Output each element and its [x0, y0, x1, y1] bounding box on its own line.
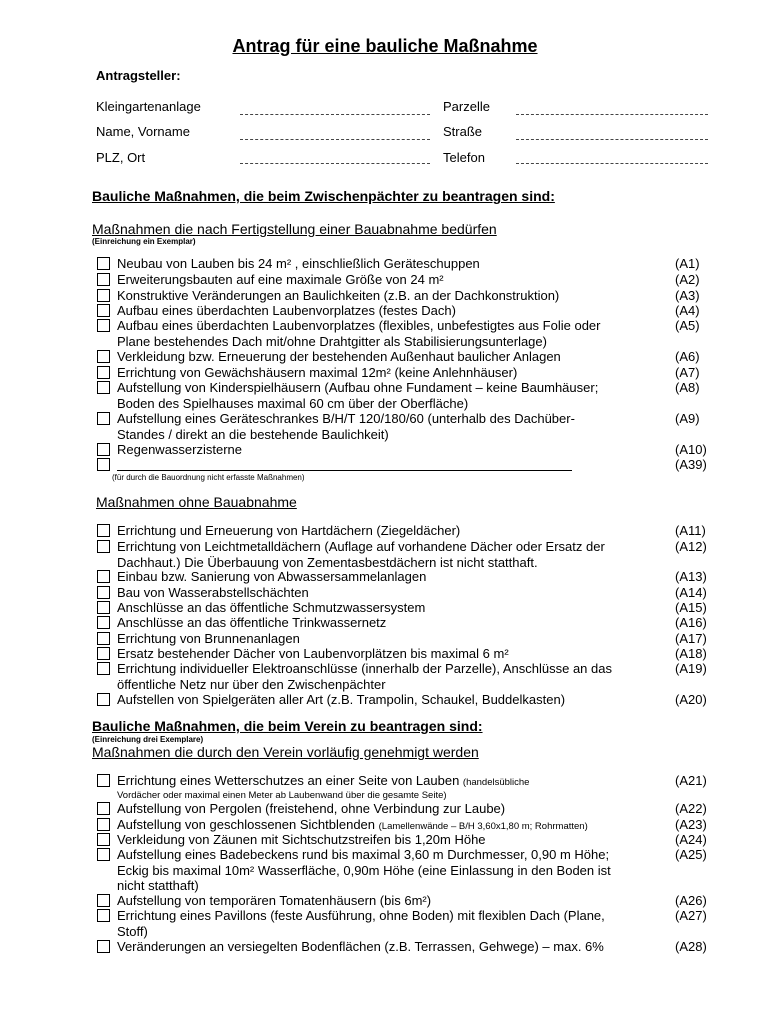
- checkbox-a16[interactable]: [97, 616, 110, 629]
- groupA-heading: Maßnahmen die nach Fertigstellung einer Bauabnahme bedürfen: [92, 221, 497, 237]
- code-a11: (A11): [675, 523, 706, 538]
- field-label-parzelle: Parzelle: [443, 99, 490, 114]
- code-a39: (A39): [675, 457, 707, 472]
- checkbox-a15[interactable]: [97, 601, 110, 614]
- field-label-plz-ort: PLZ, Ort: [96, 150, 146, 165]
- checkbox-a3[interactable]: [97, 289, 110, 302]
- item-a23-small: (Lamellenwände – B/H 3,60x1,80 m; Rohrmatten): [378, 821, 588, 832]
- code-a14: (A14): [675, 585, 707, 600]
- checkbox-a14[interactable]: [97, 586, 110, 599]
- checkbox-a7[interactable]: [97, 366, 110, 379]
- checkbox-a4[interactable]: [97, 304, 110, 317]
- item-a5-line2: Plane bestehendes Dach mit/ohne Drahtgitter als Stabilisierungsunterlage): [117, 333, 547, 349]
- blank-measure-line[interactable]: [117, 470, 572, 471]
- item-a25-line3: nicht statthaft): [117, 878, 199, 893]
- item-a8-line2: Boden des Spielhauses maximal 60 cm über der Oberfläche): [117, 395, 469, 411]
- code-a25: (A25): [675, 847, 707, 862]
- item-a15-line1: Anschlüsse an das öffentliche Schmutzwassersystem: [117, 600, 426, 615]
- code-a5: (A5): [675, 318, 700, 333]
- code-a4: (A4): [675, 303, 700, 318]
- checkbox-a13[interactable]: [97, 570, 110, 583]
- item-a12-line2: Dachhaut.) Die Überbauung von Zementasbestdächern ist nicht statthaft.: [117, 554, 538, 570]
- item-a26-line1: Aufstellung von temporären Tomatenhäusern (bis 6m²): [117, 893, 432, 908]
- item-a19-line2: öffentliche Netz nur über den Zwischenpächter: [117, 676, 386, 692]
- checkbox-a24[interactable]: [97, 833, 110, 846]
- item-a3-line1: Konstruktive Veränderungen an Baulichkeiten (z.B. an der Dachkonstruktion): [117, 288, 560, 303]
- code-a18: (A18): [675, 646, 707, 661]
- item-a12-line1: Errichtung von Leichtmetalldächern (Auflage auf vorhandene Dächer oder Ersatz der: [117, 539, 605, 554]
- item-a9-line1: Aufstellung eines Geräteschrankes B/H/T 120/180/60 (unterhalb des Dachüber-: [117, 411, 575, 426]
- item-a13-line1: Einbau bzw. Sanierung von Abwassersammelanlagen: [117, 569, 427, 584]
- checkbox-a26[interactable]: [97, 894, 110, 907]
- checkbox-a9[interactable]: [97, 412, 110, 425]
- code-a19: (A19): [675, 661, 707, 676]
- groupA-note: (Einreichung ein Exemplar): [92, 237, 196, 246]
- section2-heading: Bauliche Maßnahmen, die beim Verein zu beantragen sind:: [92, 718, 483, 734]
- checkbox-a11[interactable]: [97, 524, 110, 537]
- item-a28-line1: Veränderungen an versiegelten Bodenflächen (z.B. Terrassen, Gehwege) – max. 6%: [117, 939, 604, 954]
- code-a1: (A1): [675, 256, 700, 271]
- checkbox-a27[interactable]: [97, 909, 110, 922]
- item-a9-line2: Standes / direkt an die bestehende Baulichkeit): [117, 426, 389, 442]
- item-a17-line1: Errichtung von Brunnenanlagen: [117, 631, 300, 646]
- code-a24: (A24): [675, 832, 707, 847]
- field-input-kleingartenanlage[interactable]: [240, 114, 430, 115]
- checkbox-a28[interactable]: [97, 940, 110, 953]
- item-a21-line2: Vordächer oder maximal einen Meter ab Laubenwand über die gesamte Seite): [117, 790, 447, 801]
- checkbox-a39[interactable]: [97, 458, 110, 471]
- page-title: Antrag für eine bauliche Maßnahme: [232, 36, 538, 56]
- field-input-parzelle[interactable]: [516, 114, 708, 115]
- checkbox-a10[interactable]: [97, 443, 110, 456]
- item-a10-line1: Regenwasserzisterne: [117, 442, 243, 457]
- checkbox-a1[interactable]: [97, 257, 110, 270]
- checkbox-a19[interactable]: [97, 662, 110, 675]
- item-a5-line1: Aufbau eines überdachten Laubenvorplatzes (flexibles, unbefestigtes aus Folie oder: [117, 318, 601, 333]
- checkbox-a8[interactable]: [97, 381, 110, 394]
- code-a26: (A26): [675, 893, 707, 908]
- item-a19-line1: Errichtung individueller Elektroanschlüsse (innerhalb der Parzelle), Anschlüsse an das: [117, 661, 612, 676]
- item-a27-line2: Stoff): [117, 923, 148, 939]
- code-a15: (A15): [675, 600, 707, 615]
- code-a3: (A3): [675, 288, 700, 303]
- field-label-telefon: Telefon: [443, 150, 485, 165]
- checkbox-a18[interactable]: [97, 647, 110, 660]
- groupC-heading: Maßnahmen die durch den Verein vorläufig genehmigt werden: [92, 744, 479, 760]
- field-input-name[interactable]: [240, 139, 430, 140]
- field-input-plz-ort[interactable]: [240, 163, 430, 164]
- field-label-strasse: Straße: [443, 124, 483, 139]
- code-a21: (A21): [675, 773, 707, 788]
- code-a2: (A2): [675, 272, 700, 287]
- item-a20-line1: Aufstellen von Spielgeräten aller Art (z.B. Trampolin, Schaukel, Buddelkasten): [117, 692, 566, 707]
- code-a12: (A12): [675, 539, 707, 554]
- item-a11-line1: Errichtung und Erneuerung von Hartdächern (Ziegeldächer): [117, 523, 461, 538]
- item-a2-line1: Erweiterungsbauten auf eine maximale Größe von 24 m²: [117, 272, 444, 287]
- item-a18-line1: Ersatz bestehender Dächer von Laubenvorplätzen bis maximal 6 m²: [117, 646, 509, 661]
- code-a22: (A22): [675, 801, 707, 816]
- applicant-heading: Antragsteller:: [96, 68, 181, 83]
- code-a10: (A10): [675, 442, 707, 457]
- checkbox-a22[interactable]: [97, 802, 110, 815]
- code-a13: (A13): [675, 569, 707, 584]
- item-a23-text: Aufstellung von geschlossenen Sichtblenden: [117, 817, 379, 832]
- item-a16-line1: Anschlüsse an das öffentliche Trinkwassernetz: [117, 615, 387, 630]
- checkbox-a21[interactable]: [97, 774, 110, 787]
- groupB-heading: Maßnahmen ohne Bauabnahme: [96, 494, 297, 510]
- code-a23: (A23): [675, 817, 707, 832]
- field-input-strasse[interactable]: [516, 139, 708, 140]
- item-a21-text: Errichtung eines Wetterschutzes an einer Seite von Lauben: [117, 773, 463, 788]
- item-a8-line1: Aufstellung von Kinderspielhäusern (Aufbau ohne Fundament – keine Baumhäuser;: [117, 380, 599, 395]
- code-a28: (A28): [675, 939, 707, 954]
- checkbox-a2[interactable]: [97, 273, 110, 286]
- code-a27: (A27): [675, 908, 707, 923]
- field-input-telefon[interactable]: [516, 163, 708, 164]
- checkbox-a20[interactable]: [97, 693, 110, 706]
- field-label-kleingartenanlage: Kleingartenanlage: [96, 99, 201, 114]
- checkbox-a6[interactable]: [97, 350, 110, 363]
- item-a25-line2: Eckig bis maximal 10m² Wasserfläche, 0,90m Höhe (eine Einlassung in den Boden ist: [117, 862, 611, 878]
- item-a24-line1: Verkleidung von Zäunen mit Sichtschutzstreifen bis 1,20m Höhe: [117, 832, 486, 847]
- checkbox-a5[interactable]: [97, 319, 110, 332]
- code-a20: (A20): [675, 692, 707, 707]
- code-a17: (A17): [675, 631, 707, 646]
- item-a14-line1: Bau von Wasserabstellschächten: [117, 585, 309, 600]
- section2-note: (Einreichung drei Exemplare): [92, 735, 204, 744]
- item-a7-line1: Errichtung von Gewächshäusern maximal 12m² (keine Anlehnhäuser): [117, 365, 518, 380]
- checkbox-a23[interactable]: [97, 818, 110, 831]
- blank-note: (für durch die Bauordnung nicht erfasste Maßnahmen): [112, 473, 305, 482]
- checkbox-a12[interactable]: [97, 540, 110, 553]
- item-a25-line1: Aufstellung eines Badebeckens rund bis maximal 3,60 m Durchmesser, 0,90 m Höhe;: [117, 847, 610, 862]
- checkbox-a25[interactable]: [97, 848, 110, 861]
- section1-heading: Bauliche Maßnahmen, die beim Zwischenpächter zu beantragen sind:: [92, 188, 555, 204]
- code-a7: (A7): [675, 365, 700, 380]
- checkbox-a17[interactable]: [97, 632, 110, 645]
- item-a1-line1: Neubau von Lauben bis 24 m² , einschließlich Geräteschuppen: [117, 256, 480, 271]
- item-a4-line1: Aufbau eines überdachten Laubenvorplatzes (festes Dach): [117, 303, 456, 318]
- code-a6: (A6): [675, 349, 700, 364]
- code-a16: (A16): [675, 615, 707, 630]
- code-a8: (A8): [675, 380, 700, 395]
- field-label-name: Name, Vorname: [96, 124, 190, 139]
- code-a9: (A9): [675, 411, 700, 426]
- item-a21-small: (handelsübliche: [462, 777, 530, 788]
- item-a6-line1: Verkleidung bzw. Erneuerung der bestehenden Außenhaut baulicher Anlagen: [117, 349, 561, 364]
- item-a27-line1: Errichtung eines Pavillons (feste Ausführung, ohne Boden) mit flexiblen Dach (Plane,: [117, 908, 605, 923]
- item-a22-text: Aufstellung von Pergolen (freistehend, ohne Verbindung zur Laube): [117, 801, 506, 816]
